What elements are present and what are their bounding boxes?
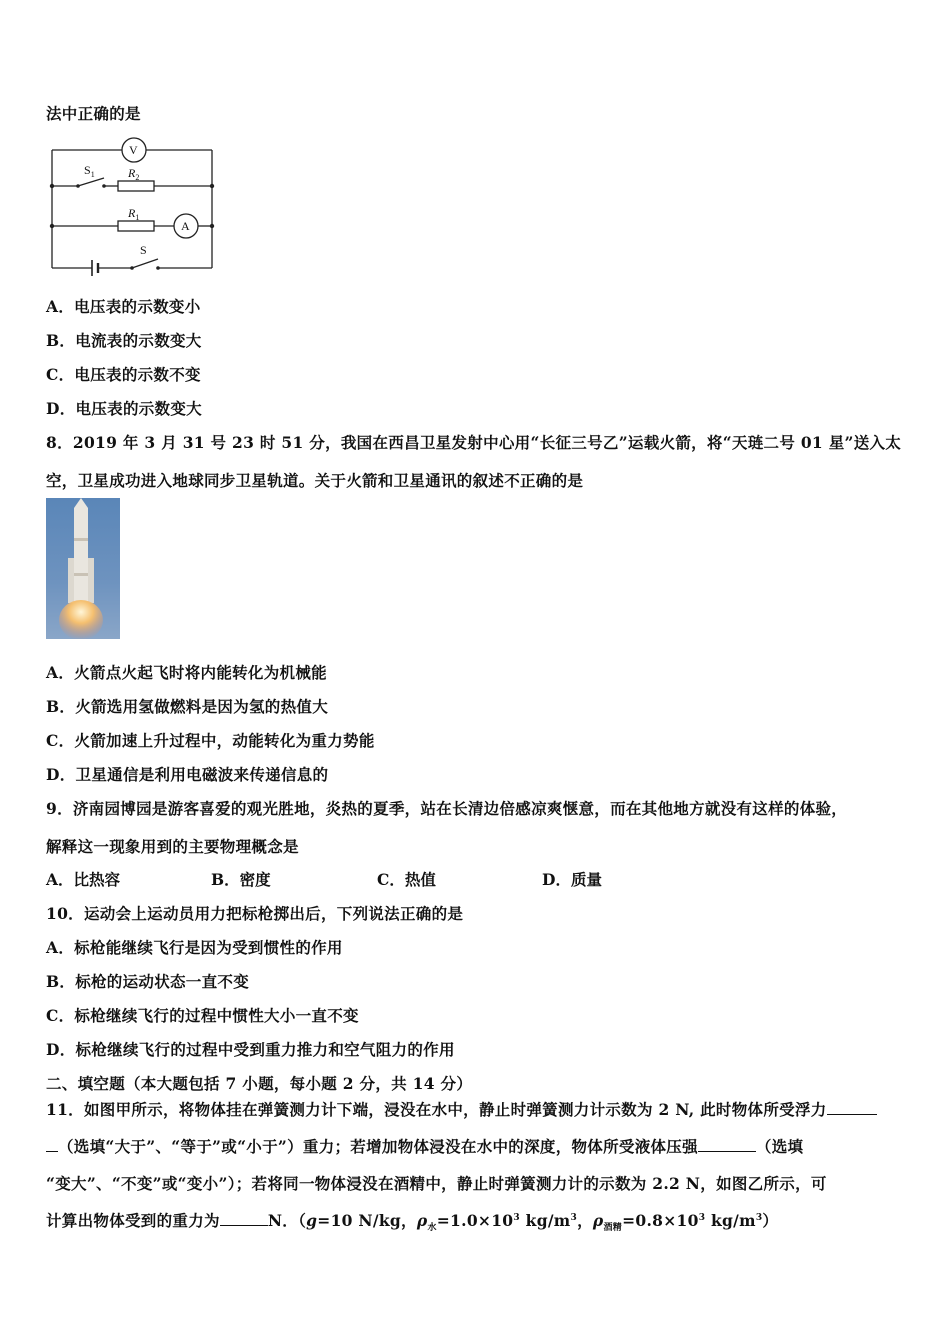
section-2-heading: 二、填空题（本大题包括 7 小题，每小题 2 分，共 14 分）: [46, 1074, 473, 1093]
q7-option-b: B．电流表的示数变大: [46, 331, 202, 350]
q7-option-a: A．电压表的示数变小: [46, 297, 201, 316]
q7-stem-tail: 法中正确的是: [46, 104, 141, 123]
q11-line1: 11．如图甲所示，将物体挂在弹簧测力计下端，浸没在水中，静止时弹簧测力计示数为 2 N, 此时物体所受浮力: [46, 1098, 877, 1120]
q10-option-b: B．标枪的运动状态一直不变: [46, 972, 250, 991]
q11-blank-3[interactable]: [220, 1211, 268, 1226]
q8-option-b: B．火箭选用氢做燃料是因为氢的热值大: [46, 697, 329, 716]
svg-text:R2: $R_2$: [128, 166, 140, 182]
q8-stem-line1: 8．2019 年 3 月 31 号 23 时 51 分，我国在西昌卫星发射中心用“长征三号乙”运载火箭，将“天琏二号 01 星”送入太: [46, 433, 902, 452]
resistor-r2: [118, 181, 154, 191]
q11-line4: 计算出物体受到的重力为 N．（g=10 N/kg，$\rho_水=1.0\times 10^3$ $kg/m^3$，$\rho_{酒精}=0.8\times 10^3$ $kg/m^3$）: [46, 1211, 779, 1234]
q9-option-c: C．热值: [377, 870, 436, 889]
svg-text:A: A: [181, 219, 190, 233]
resistor-r1: [118, 221, 154, 231]
q8-option-c: C．火箭加速上升过程中，动能转化为重力势能: [46, 731, 375, 750]
q9-option-d: D．质量: [542, 870, 602, 889]
q9-stem-line1: 9．济南园博园是游客喜爱的观光胜地，炎热的夏季，站在长清边倍感凉爽惬意，而在其他地方就没有这样的体验，: [46, 799, 848, 818]
q9-option-a: A．比热容: [46, 870, 121, 889]
q7-option-c: C．电压表的示数不变: [46, 365, 201, 384]
q8-stem-line2: 空，卫星成功进入地球同步卫星轨道。关于火箭和卫星通讯的叙述不正确的是: [46, 471, 584, 490]
q10-stem: 10．运动会上运动员用力把标枪掷出后，下列说法正确的是: [46, 904, 464, 923]
q11-line3: “变大”、“不变”或“变小”）；若将同一物体浸没在酒精中，静止时弹簧测力计的示数为 2.2 N，如图乙所示，可: [46, 1174, 827, 1193]
q11-line2: （选填“大于”、“等于”或“小于”）重力；若增加物体浸没在水中的深度，物体所受液体压强 （选填: [46, 1135, 803, 1157]
q9-stem-line2: 解释这一现象用到的主要物理概念是: [46, 837, 299, 856]
q10-option-a: A．标枪能继续飞行是因为受到惯性的作用: [46, 938, 343, 957]
q8-option-a: A．火箭点火起飞时将内能转化为机械能: [46, 663, 327, 682]
q11-blank-1-continued: [46, 1137, 58, 1152]
q11-blank-2[interactable]: [698, 1137, 756, 1152]
svg-text:R1: $R_1$: [128, 206, 140, 222]
circuit-diagram: [46, 136, 221, 276]
q11-blank-1[interactable]: [827, 1100, 877, 1115]
svg-text:S: S: [140, 243, 147, 257]
q10-option-d: D．标枪继续飞行的过程中受到重力推力和空气阻力的作用: [46, 1040, 455, 1059]
q9-option-b: B．密度: [211, 870, 271, 889]
q8-option-d: D．卫星通信是利用电磁波来传递信息的: [46, 765, 329, 784]
q7-option-d: D．电压表的示数变大: [46, 399, 202, 418]
svg-text:V: V: [129, 143, 138, 157]
svg-text:S1: $S_1$: [84, 163, 95, 179]
q10-option-c: C．标枪继续飞行的过程中惯性大小一直不变: [46, 1006, 359, 1025]
rocket-launch-photo: [46, 498, 120, 639]
